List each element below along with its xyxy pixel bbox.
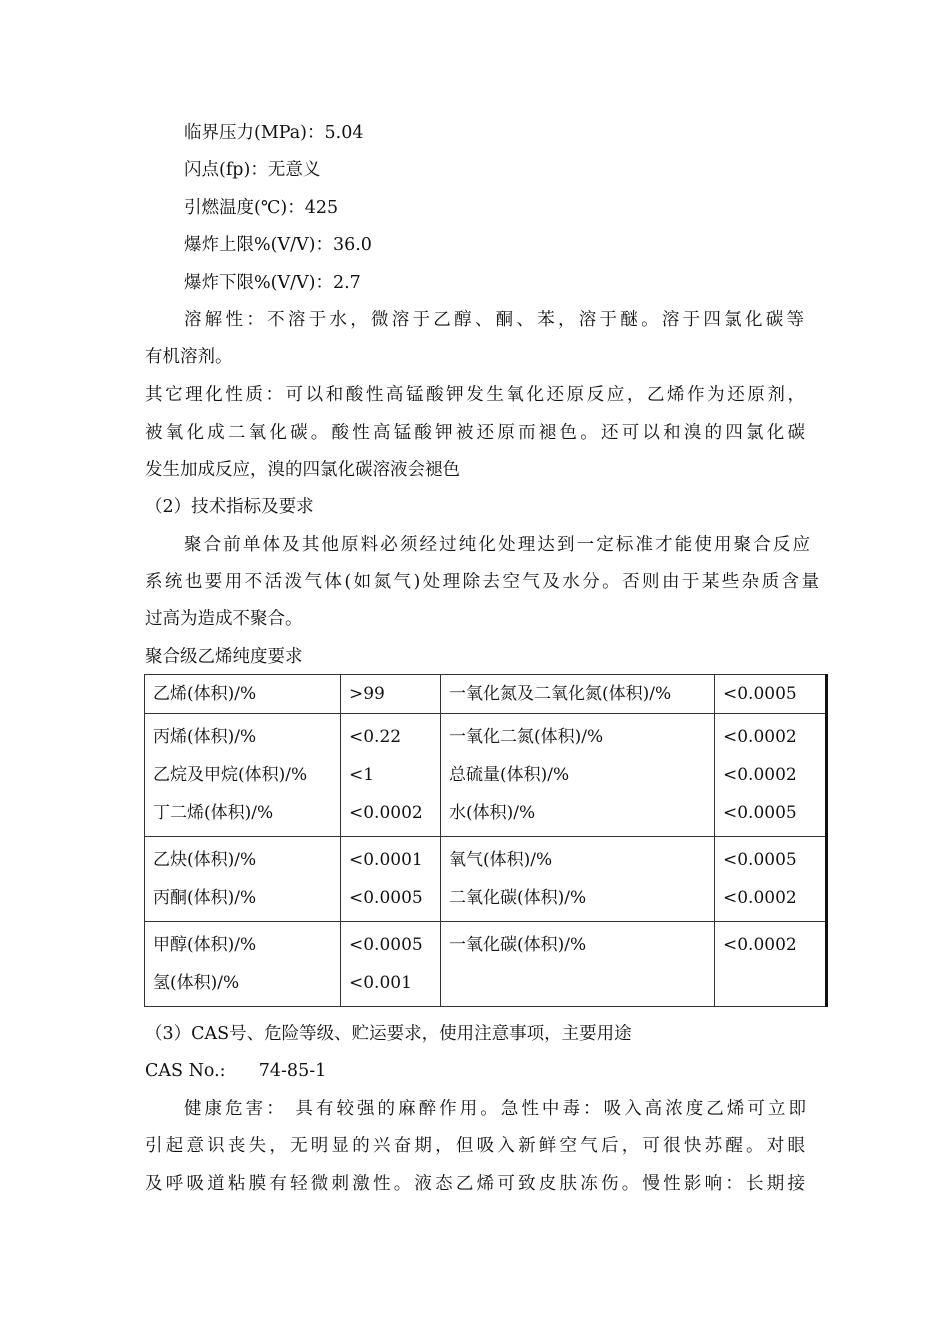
section-2-heading: （2）技术指标及要求 (145, 497, 314, 517)
component-value: <0.0002 (723, 888, 797, 908)
other-properties-line-1: 其它理化性质：可以和酸性高锰酸钾发生氧化还原反应，乙烯作为还原剂， (145, 385, 805, 405)
table-row (145, 675, 827, 714)
health-hazard-line-2: 引起意识丧失，无明显的兴奋期，但吸入新鲜空气后，可很快苏醒。对眼 (145, 1136, 805, 1156)
other-properties-line-2: 被氧化成二氧化碳。酸性高锰酸钾被还原而褪色。还可以和溴的四氯化碳 (145, 423, 805, 443)
component-values-cell (715, 714, 827, 837)
cas-value: 74-85-1 (258, 1061, 327, 1081)
other-properties-line-3: 发生加成反应，溴的四氯化碳溶液会褪色 (145, 460, 460, 480)
component-value: <0.0002 (723, 935, 797, 955)
health-hazard-line-3: 及呼吸道粘膜有轻微刺激性。液态乙烯可致皮肤冻伤。慢性影响：长期接 (145, 1174, 805, 1194)
component-names-cell (145, 714, 341, 837)
purity-table (144, 674, 828, 1007)
component-name: 丁二烯(体积)/% (153, 803, 274, 823)
component-value: <0.0001 (349, 850, 423, 870)
component-values-cell (341, 922, 441, 1007)
component-value: <0.0002 (723, 765, 797, 785)
section-3-heading: （3）CAS号、危险等级、贮运要求，使用注意事项，主要用途 (145, 1024, 632, 1044)
component-name: 丙烯(体积)/% (153, 727, 257, 747)
table-row (145, 837, 827, 922)
component-name: 乙烷及甲烷(体积)/% (153, 765, 308, 785)
component-name: 二氧化碳(体积)/% (449, 888, 587, 908)
flash-point: 闪点(fp)：无意义 (184, 160, 321, 180)
component-name: 一氧化氮及二氧化氮(体积)/% (449, 684, 672, 704)
ignition-temperature: 引燃温度(℃)：425 (184, 198, 339, 218)
component-name: 水(体积)/% (449, 803, 536, 823)
component-names-cell (441, 714, 715, 837)
cas-number (145, 1058, 326, 1084)
section-2-paragraph-line-1: 聚合前单体及其他原料必须经过纯化处理达到一定标准才能使用聚合反应 (184, 535, 810, 555)
cas-label: CAS No.: (145, 1061, 226, 1081)
table-caption: 聚合级乙烯纯度要求 (145, 647, 303, 667)
component-value: <1 (349, 765, 375, 785)
component-name: 一氧化碳(体积)/% (449, 935, 587, 955)
component-values-cell (715, 922, 827, 1007)
component-value: <0.22 (349, 727, 402, 747)
component-name: 一氧化二氮(体积)/% (449, 727, 604, 747)
explosion-lower-limit: 爆炸下限%(V/V)：2.7 (184, 273, 361, 293)
section-2-paragraph-line-3: 过高为造成不聚合。 (145, 609, 303, 629)
component-value: <0.0005 (349, 935, 423, 955)
table-row (145, 714, 827, 837)
component-values-cell (341, 714, 441, 837)
component-name: 氧气(体积)/% (449, 850, 553, 870)
component-name: 甲醇(体积)/% (153, 935, 257, 955)
table-row (145, 922, 827, 1007)
component-value: <0.0002 (723, 727, 797, 747)
component-value: <0.0005 (349, 888, 423, 908)
component-names-cell (145, 837, 341, 922)
component-names-cell (145, 922, 341, 1007)
component-value: >99 (349, 684, 385, 704)
component-values-cell (715, 675, 827, 714)
explosion-upper-limit: 爆炸上限%(V/V)：36.0 (184, 235, 372, 255)
component-values-cell (341, 837, 441, 922)
component-name: 乙烯(体积)/% (153, 684, 257, 704)
component-name: 丙酮(体积)/% (153, 888, 257, 908)
component-value: <0.001 (349, 973, 412, 993)
solubility-line-1: 溶解性：不溶于水，微溶于乙醇、酮、苯，溶于醚。溶于四氯化碳等 (184, 310, 804, 330)
component-name: 氢(体积)/% (153, 973, 240, 993)
component-value: <0.0005 (723, 684, 797, 704)
solubility-line-2: 有机溶剂。 (145, 347, 233, 367)
component-value: <0.0002 (349, 803, 423, 823)
component-values-cell (341, 675, 441, 714)
component-values-cell (715, 837, 827, 922)
component-names-cell (441, 675, 715, 714)
component-names-cell (441, 922, 715, 1007)
component-name: 总硫量(体积)/% (449, 765, 570, 785)
component-name: 乙炔(体积)/% (153, 850, 257, 870)
component-names-cell (145, 675, 341, 714)
section-2-paragraph-line-2: 系统也要用不活泼气体(如氮气)处理除去空气及水分。否则由于某些杂质含量 (145, 572, 819, 592)
component-value: <0.0005 (723, 850, 797, 870)
critical-pressure: 临界压力(MPa)：5.04 (184, 123, 364, 143)
health-hazard-line-1: 健康危害： 具有较强的麻醉作用。急性中毒：吸入高浓度乙烯可立即 (184, 1099, 806, 1119)
component-value: <0.0005 (723, 803, 797, 823)
component-names-cell (441, 837, 715, 922)
